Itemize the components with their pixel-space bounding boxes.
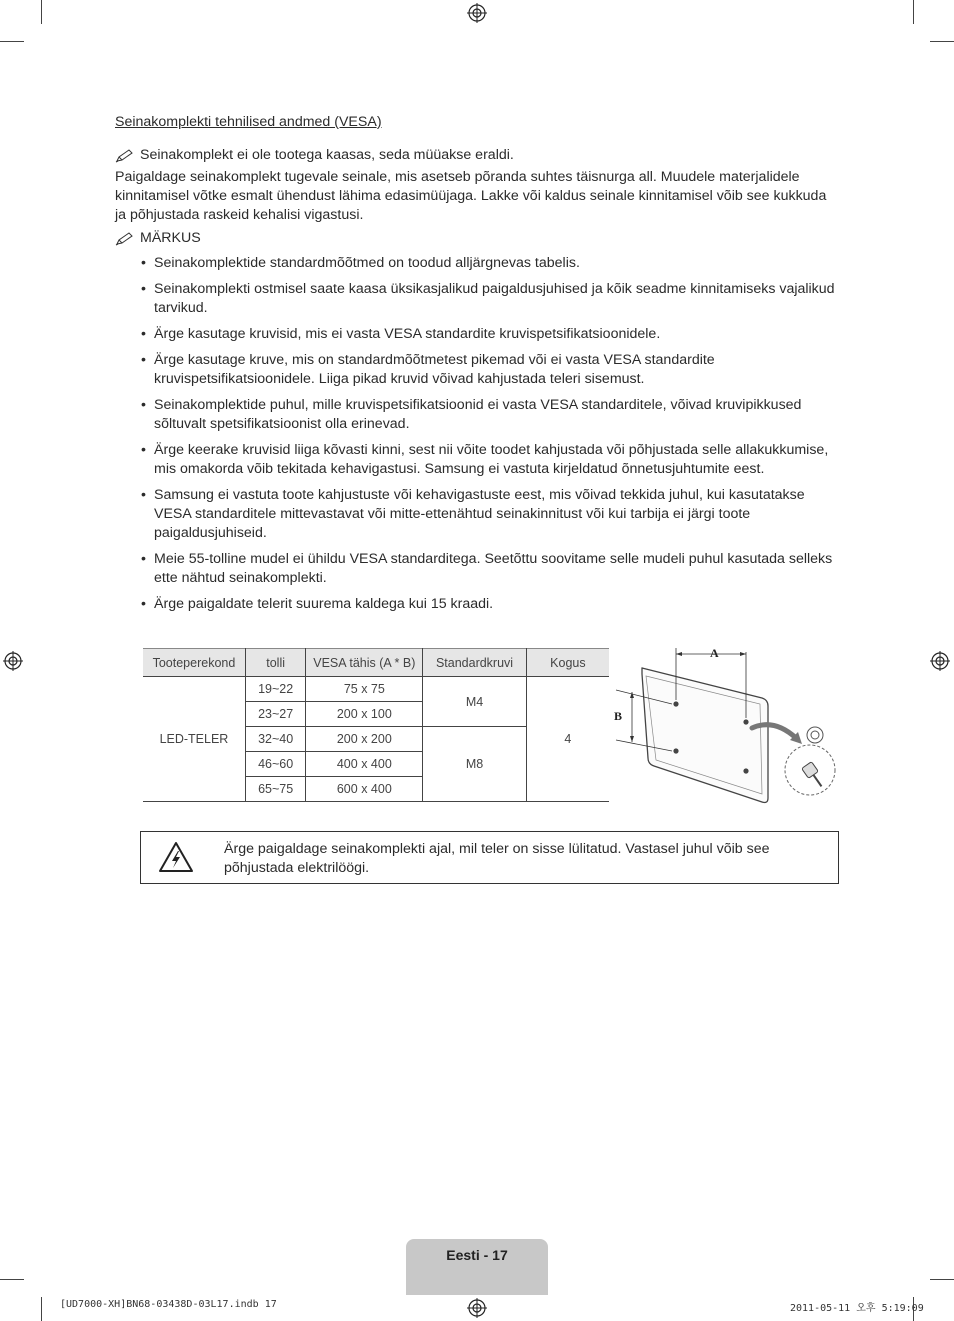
list-item: • Seinakomplektide puhul, mille kruvispetsifikatsioonid ei vasta VESA standarditele, võivad kruvipikkused sõltuvalt spetsifikatsioonist olla erinevad. <box>154 396 840 434</box>
list-item: • Seinakomplekti ostmisel saate kaasa üksikasjalikud paigaldusjuhised ja kõik seadme kinnitamiseks vajalikud tarvikud. <box>154 280 840 318</box>
column-header: VESA tähis (A * B) <box>306 649 423 677</box>
warning-box <box>140 831 839 884</box>
pen-note-icon <box>115 232 137 246</box>
notes-list <box>115 254 840 614</box>
print-timestamp: 2011-05-11 오후 5:19:09 <box>790 1303 924 1314</box>
crop-mark <box>930 1279 954 1280</box>
inch-cell: 46~60 <box>245 752 305 777</box>
vesa-cell: 75 x 75 <box>306 677 423 702</box>
vesa-cell: 200 x 200 <box>306 727 423 752</box>
product-family-cell: LED-TELER <box>143 677 245 802</box>
vesa-spec-table <box>143 648 609 802</box>
screw-cell: M4 <box>423 677 527 727</box>
registration-mark-icon <box>930 651 950 671</box>
main-content <box>115 113 840 621</box>
list-item: • Ärge kasutage kruvisid, mis ei vasta VESA standardite kruvispetsifikatsioonidele. <box>154 325 840 344</box>
registration-mark-icon <box>3 651 23 671</box>
column-header: Tooteperekond <box>143 649 245 677</box>
screw-cell: M8 <box>423 727 527 802</box>
list-item: • Ärge kasutage kruve, mis on standardmõõtmetest pikemad või ei vasta VESA standardite kruvispetsifikatsioonidele. Liiga pikad kruvid võivad kahjustada teleri sisemust. <box>154 351 840 389</box>
registration-mark-icon <box>467 3 487 23</box>
note-label: MÄRKUS <box>140 230 201 246</box>
page-number-tab <box>406 1239 548 1295</box>
electric-shock-warning-icon <box>158 841 194 873</box>
crop-mark <box>930 41 954 42</box>
crop-mark <box>41 0 42 24</box>
list-item: • Ärge paigaldate telerit suurema kaldega kui 15 kraadi. <box>154 595 840 614</box>
column-header: tolli <box>245 649 305 677</box>
vesa-cell: 400 x 400 <box>306 752 423 777</box>
dimension-label-b: B <box>614 709 623 723</box>
column-header: Standardkruvi <box>423 649 527 677</box>
vesa-cell: 600 x 400 <box>306 777 423 802</box>
vesa-cell: 200 x 100 <box>306 702 423 727</box>
crop-mark <box>41 1297 42 1321</box>
list-item: • Samsung ei vastuta toote kahjustuste või kehavigastuste eest, mis võivad tekkida juhul, kui kasutatakse VESA standarditele mittevastavat või mitte-ettenähtud seinakinnitust või kui tarbija ei järgi toote paigaldusjuhiseid. <box>154 486 840 543</box>
warning-text: Ärge paigaldage seinakomplekti ajal, mil teler on sisse lülitatud. Vastasel juhul võib see põhjustada elektrilöögi. <box>224 841 770 876</box>
crop-mark <box>0 41 24 42</box>
registration-mark-icon <box>467 1298 487 1318</box>
inch-cell: 23~27 <box>245 702 305 727</box>
list-item: • Meie 55-tolline mudel ei ühildu VESA standarditega. Seetõttu soovitame selle mudeli puhul kasutada selleks ette nähtud seinakomplekti. <box>154 550 840 588</box>
section-heading: Seinakomplekti tehnilised andmed (VESA) <box>115 114 382 130</box>
pen-note-icon <box>115 149 137 163</box>
page-number-label: Eesti - 17 <box>446 1247 508 1263</box>
print-file-info: [UD7000-XH]BN68-03438D-03L17.indb 17 <box>60 1299 277 1310</box>
mounting-paragraph: Paigaldage seinakomplekt tugevale seinale, mis asetseb põranda suhtes täisnurga all. Muudele materjalidele kinnitamisel võtke esmalt ühendust lähima edasimüüjaga. Lakke või kaldus seinale kinnitamisel võib see kukkuda ja põhjustada raskeid kehalisi vigastusi. <box>115 169 827 223</box>
crop-mark <box>0 1279 24 1280</box>
table-header-row <box>143 649 609 677</box>
note-label-line <box>115 229 840 248</box>
inch-cell: 32~40 <box>245 727 305 752</box>
table-row <box>143 677 609 702</box>
list-item: • Ärge keerake kruvisid liiga kõvasti kinni, sest nii võite toodet kahjustada või põhjustada selle allakukkumise, mis omakorda võib tekitada kehavigastusi. Samsung ei vastuta kirjeldatud õnnetusjuhtumite eest. <box>154 441 840 479</box>
tv-back-mount-diagram <box>612 640 842 810</box>
dimension-label-a: A <box>710 646 719 660</box>
column-header: Kogus <box>526 649 609 677</box>
inch-cell: 65~75 <box>245 777 305 802</box>
note-line-text: Seinakomplekt ei ole tootega kaasas, seda müüakse eraldi. <box>140 147 514 163</box>
list-item: • Seinakomplektide standardmõõtmed on toodud alljärgnevas tabelis. <box>154 254 840 273</box>
inch-cell: 19~22 <box>245 677 305 702</box>
crop-mark <box>913 0 914 24</box>
quantity-cell: 4 <box>526 677 609 802</box>
note-line <box>115 146 840 165</box>
